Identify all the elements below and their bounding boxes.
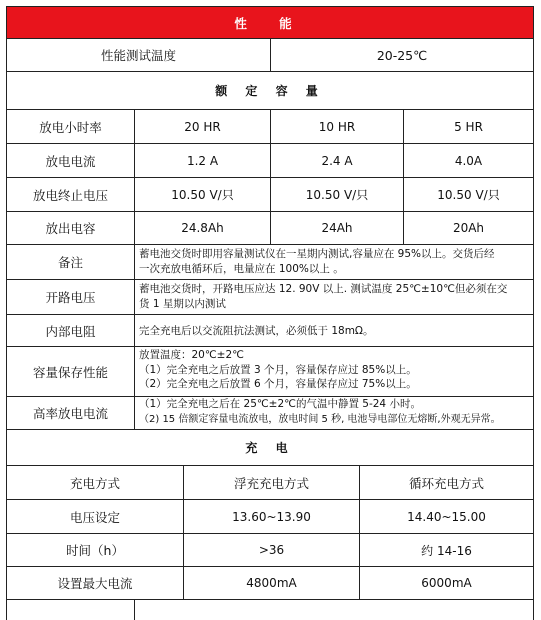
rated-capacity-title: 额 定 容 量 (215, 84, 325, 98)
discharge-capacity-label: 放出电容 (7, 212, 135, 244)
high-rate-discharge-text (135, 397, 533, 429)
ocv-line: 蓄电池交货时，开路电压应达 12. 90V 以上. 测试温度 25℃±10℃但必须在交 (139, 283, 508, 295)
charge-mode-row (6, 466, 534, 500)
voltage-setting-label: 电压设定 (7, 500, 184, 533)
discharge-current-label: 放电电流 (7, 144, 135, 177)
remark-line: 蓄电池交货时即用容量测试仪在一星期内测试,容量应在 95%以上。交货后经 (139, 248, 495, 260)
cutoff-voltage-20hr: 10.50 V/只 (135, 178, 271, 211)
high-rate-discharge-label: 高率放电电流 (7, 397, 135, 429)
capacity-retention-label: 容量保存性能 (7, 347, 135, 396)
cutoff-voltage-5hr: 10.50 V/只 (437, 188, 500, 202)
discharge-capacity-row (6, 212, 534, 245)
voltage-setting-cycle: 14.40~15.00 (407, 509, 486, 524)
discharge-capacity-5hr: 20Ah (452, 221, 485, 235)
max-current-float: 4800mA (184, 567, 360, 599)
high-rate-line: （1）完全充电之后在 25℃±2℃的气温中静置 5-24 小时。 (139, 398, 421, 410)
cutoff-voltage-label: 放电终止电压 (7, 178, 135, 211)
charge-title: 充 电 (245, 441, 295, 455)
performance-title: 性 能 (234, 15, 306, 31)
capacity-retention-row (6, 347, 534, 397)
open-circuit-voltage-row (6, 280, 534, 315)
discharge-capacity-20hr: 24.8Ah (135, 212, 271, 244)
charge-mode-float: 浮充充电方式 (184, 466, 360, 499)
ocv-line: 货 1 星期以内测试 (139, 298, 226, 310)
discharge-current-20hr: 1.2 A (135, 144, 271, 177)
discharge-rate-label: 放电小时率 (7, 110, 135, 143)
charge-header (6, 430, 534, 466)
internal-resistance-label: 内部电阻 (7, 315, 135, 346)
max-current-row (6, 567, 534, 600)
charge-time-label: 时间（h） (7, 534, 184, 566)
max-current-label: 设置最大电流 (7, 567, 184, 599)
test-temperature-label: 性能测试温度 (7, 39, 271, 71)
open-circuit-voltage-text (135, 280, 533, 314)
charge-mode-cycle: 循环充电方式 (408, 475, 484, 491)
cutoff-voltage-row (6, 178, 534, 212)
remark-text (135, 245, 533, 279)
retention-line: （1）完全充电之后放置 3 个月，容量保存应过 85%以上。 (139, 363, 417, 376)
voltage-setting-row (6, 500, 534, 534)
remark-label: 备注 (7, 245, 135, 279)
discharge-rate-20hr: 20 HR (135, 110, 271, 143)
discharge-rate-10hr: 10 HR (271, 110, 404, 143)
retention-line: （2）完全充电之后放置 6 个月，容量保存应过 75%以上。 (139, 378, 417, 390)
performance-header (6, 6, 534, 39)
charge-time-float: >36 (184, 534, 360, 566)
discharge-rate-row (6, 110, 534, 144)
charge-mode-label: 充电方式 (7, 466, 184, 499)
retention-line: 放置温度：20℃±2℃ (139, 349, 244, 361)
discharge-rate-5hr: 5 HR (454, 119, 483, 134)
next-row-label (7, 600, 135, 620)
discharge-current-10hr: 2.4 A (271, 144, 404, 177)
next-row-partial (6, 600, 534, 620)
discharge-capacity-10hr: 24Ah (271, 212, 404, 244)
test-temperature-value: 20-25℃ (376, 47, 428, 63)
high-rate-discharge-row (6, 397, 534, 430)
charge-time-row (6, 534, 534, 567)
charge-time-cycle: 约 14-16 (421, 543, 472, 558)
performance-spec-table (6, 6, 534, 606)
test-temperature-row (6, 39, 534, 72)
internal-resistance-row (6, 315, 534, 347)
max-current-cycle: 6000mA (421, 576, 472, 590)
remark-line: 一次充放电循环后，电量应在 100%以上 。 (139, 263, 344, 275)
capacity-retention-text (135, 347, 533, 396)
open-circuit-voltage-label: 开路电压 (7, 280, 135, 314)
rated-capacity-header (6, 72, 534, 110)
remark-row (6, 245, 534, 280)
internal-resistance-text: 完全充电后以交流阻抗法测试，必须低于 18mΩ。 (139, 325, 374, 337)
voltage-setting-float: 13.60~13.90 (184, 500, 360, 533)
discharge-current-5hr: 4.0A (454, 153, 483, 168)
discharge-current-row (6, 144, 534, 178)
high-rate-line: （2) 15 倍额定容量电流放电，放电时间 5 秒, 电池导电部位无熔断,外观无异常。 (139, 414, 501, 425)
cutoff-voltage-10hr: 10.50 V/只 (271, 178, 404, 211)
